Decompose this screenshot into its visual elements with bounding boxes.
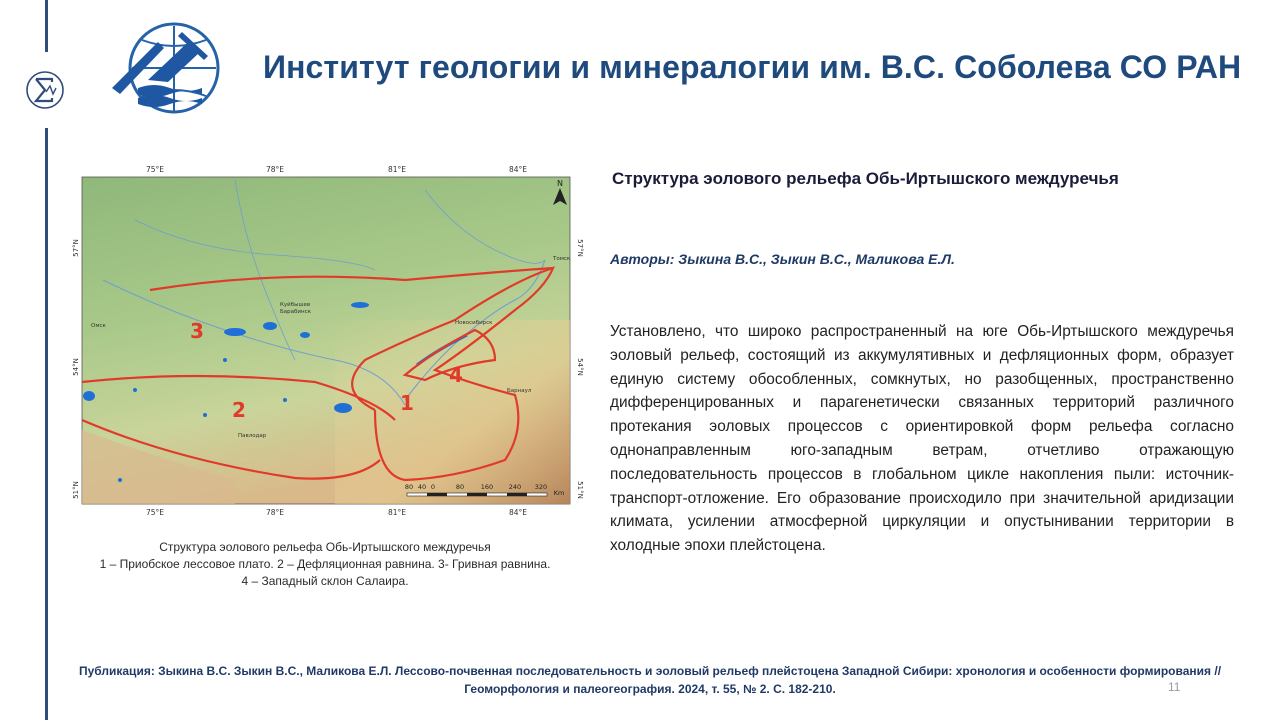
region-label-1: 1 (400, 391, 414, 415)
region-label-2: 2 (232, 398, 246, 422)
page-number: 11 (1168, 680, 1181, 694)
map-top-tick: 84°E (508, 165, 528, 174)
map-right-tick: 57°N (576, 239, 584, 257)
map-top-tick: 81°E (387, 165, 407, 174)
city-label: Барабинск (280, 309, 311, 315)
map-bottom-tick: 78°E (265, 508, 285, 517)
aeolian-relief-map (72, 160, 585, 520)
caption-line: Структура эолового рельефа Обь-Иртышского междуречья (159, 540, 491, 554)
institute-logo-icon (108, 22, 228, 116)
body-text: Установлено, что широко распространенный на юге Обь-Иртышского междуречья эоловый рельеф, состоящий из аккумулятивных и дефляционных форм, образует единую систему обособленных, сомкнутых, но разобщенных, пространственно дифференцированных и парагенетически связанных территорий различного протекания эоловых процессов с ориентировкой форм рельефа согласно однонаправленным юго-западным ветрам, отчетливо отражающую последовательность процессов в глобальном цикле накопления пыли: источник-транспорт-отложение. Его образование происходило при значительной аридизации климата, усилении атмосферной циркуляции и опустынивании территории в холодные эпохи плейстоцена. (610, 323, 1234, 555)
north-label: N (557, 179, 563, 188)
scale-label: 320 (534, 483, 548, 491)
scale-label: 160 (480, 483, 494, 491)
map-left-tick: 51°N (72, 481, 80, 499)
city-label: Омск (91, 323, 106, 329)
scale-label: 80 (404, 483, 414, 491)
caption-line: 4 – Западный склон Салаира. (241, 574, 409, 588)
scale-label: 0 (430, 483, 436, 491)
city-label: Томск (553, 256, 571, 262)
map-top-tick: 75°E (145, 165, 165, 174)
city-label: Павлодар (238, 433, 267, 439)
scale-label: 80 (455, 483, 465, 491)
region-label-3: 3 (190, 319, 204, 343)
city-label: Куйбышев (280, 302, 311, 308)
institute-title: Институт геологии и минералогии им. В.С. Соболева СО РАН (263, 49, 1242, 85)
map-top-tick: 78°E (265, 165, 285, 174)
map-caption (70, 539, 580, 590)
map-left-tick: 54°N (72, 358, 80, 376)
sigma-emblem-icon (22, 70, 68, 110)
publication-line: Геоморфология и палеогеография. 2024, т. 55, № 2. С. 182-210. (464, 682, 836, 696)
city-label: Барнаул (507, 388, 532, 394)
caption-line: 1 – Приобское лессовое плато. 2 – Дефляционная равнина. 3- Гривная равнина. (99, 557, 551, 571)
map-left-tick: 57°N (72, 239, 80, 257)
left-divider-bottom (45, 128, 48, 720)
authors-line: Авторы: Зыкина В.С., Зыкин В.С., Маликова Е.Л. (610, 251, 955, 267)
map-bottom-tick: 75°E (145, 508, 165, 517)
publication-reference (60, 662, 1240, 698)
map-right-tick: 54°N (576, 358, 584, 376)
city-label: Новосибирск (455, 320, 493, 326)
left-divider-top (45, 0, 48, 52)
map-bottom-tick: 84°E (508, 508, 528, 517)
scale-label: 240 (508, 483, 522, 491)
map-bottom-tick: 81°E (387, 508, 407, 517)
map-right-tick: 51°N (576, 481, 584, 499)
publication-line: Публикация: Зыкина В.С. Зыкин В.С., Маликова Е.Л. Лессово-почвенная последовательность и эоловый рельеф плейстоцена Западной Сибири: хронология и особенности формирования // (78, 664, 1222, 678)
scale-label: 40 (417, 483, 427, 491)
slide-subtitle: Структура эолового рельефа Обь-Иртышского междуречья (612, 169, 1119, 188)
region-label-4: 4 (449, 363, 463, 387)
scale-unit: Km (553, 489, 565, 497)
